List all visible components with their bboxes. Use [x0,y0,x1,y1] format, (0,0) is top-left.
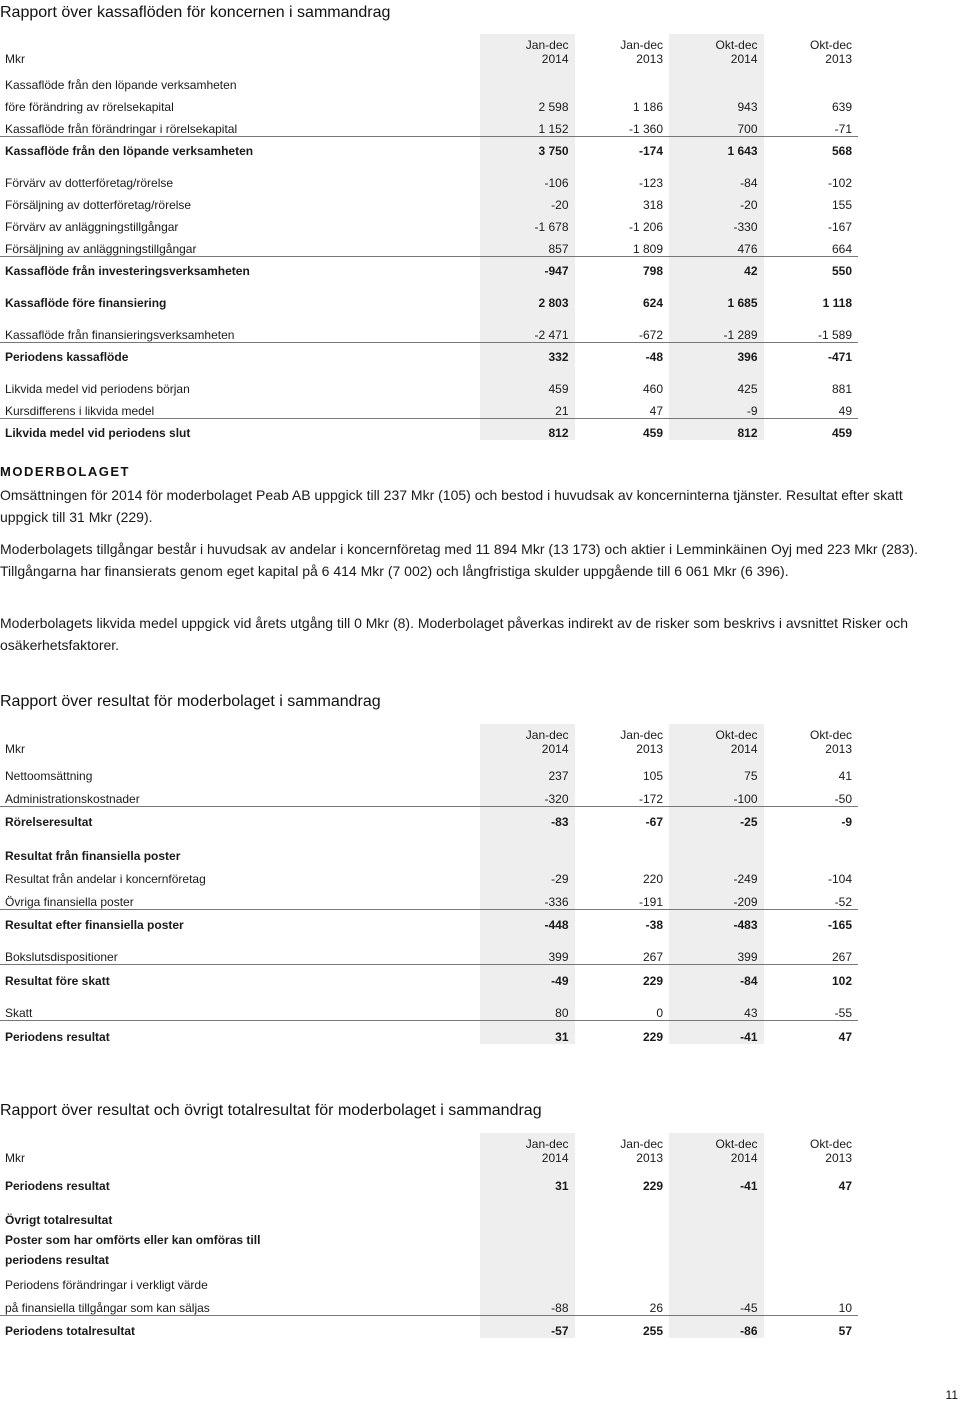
cell-value: 75 [669,760,764,783]
cell-value: 255 [575,1315,670,1338]
column-header: Jan-dec 2013 [620,38,663,66]
income-table [0,724,858,1044]
cell-value [669,70,764,92]
cell-value [669,1247,764,1267]
row-label: Nettoomsättning [5,769,93,783]
cashflow-table [0,34,858,440]
cell-value: -50 [834,791,852,806]
cell-value: 460 [642,382,663,396]
cell-value: -48 [575,342,670,364]
row-label: Resultat efter finansiella poster [0,909,480,932]
cell-value: -448 [480,909,575,932]
cell-value: -165 [764,909,859,932]
row-label: Försäljning av dotterföretag/rörelse [5,198,192,212]
cell-value: 220 [642,872,663,886]
cell-value: 664 [831,241,852,256]
cell-value: -1 589 [817,327,852,342]
column-header: Okt-dec 2013 [809,1137,852,1165]
table-row [0,760,858,783]
paragraph: Moderbolagets tillgångar består i huvudsak av andelar i koncernföretag med 11 894 Mkr (13 173) och aktier i Lemminkäinen Oyj med 223 Mkr (283). Tillgångarna har finansierats genom eget kapital på 6 414 Mkr (7 002) och långfristiga skulder uppgående till 6 061 Mkr (6 396). [0,541,918,579]
column-header: Okt-dec 2013 [809,38,852,66]
cell-value: 700 [669,114,764,136]
table-row [0,114,858,136]
table-row [0,418,858,440]
cell-value: 1 118 [822,296,852,310]
row-label: Likvida medel vid periodens början [5,382,190,396]
row-label: Resultat från andelar i koncernföretag [5,872,206,886]
cell-value: -1 360 [628,121,663,136]
cell-value: -172 [638,791,663,806]
table-row [0,783,858,806]
table-row [0,396,858,418]
cell-value: -41 [669,1169,764,1193]
cell-value: -38 [575,909,670,932]
cell-value [575,70,670,92]
cell-value [764,1193,859,1227]
row-label: Resultat före skatt [0,964,480,988]
cell-value [575,1267,670,1292]
cell-value: 399 [480,932,575,964]
cell-value: -41 [669,1020,764,1044]
cell-value [575,829,670,863]
column-header: Jan-dec 2014 [480,1133,575,1169]
row-label: Skatt [5,1005,33,1020]
cell-value: 105 [642,769,663,783]
table-row [0,806,858,829]
cell-value: 624 [642,296,663,310]
cell-value: -191 [638,894,663,909]
row-label: Kassaflöde från investeringsverksamheten [0,256,480,278]
cell-value: -84 [669,964,764,988]
cell-value: 1 152 [480,114,575,136]
table-row [0,1193,858,1227]
cell-value: -2 471 [480,310,575,342]
cell-value [764,1247,859,1267]
row-label: Försäljning av anläggningstillgångar [5,241,197,256]
cell-value [575,1193,670,1227]
cell-value: -52 [834,894,852,909]
row-label: Kassaflöde från den löpande verksamheten [0,136,480,158]
table-row [0,1169,858,1193]
cell-value [669,1227,764,1247]
cell-value: -84 [669,158,764,190]
cell-value [480,829,575,863]
column-header: Okt-dec 2013 [809,728,852,756]
table-row [0,212,858,234]
cell-value: 318 [642,198,663,212]
cell-value: -123 [638,176,663,190]
cell-value: 1 809 [632,241,663,256]
cell-value: -174 [575,136,670,158]
cell-value [764,70,859,92]
cell-value [480,1247,575,1267]
cell-value: 21 [480,396,575,418]
table-row [0,158,858,190]
table-row [0,932,858,964]
row-label: Kassaflöde från den löpande verksamheten [5,78,237,92]
cell-value: -471 [764,342,859,364]
cell-value: 1 186 [632,100,663,114]
column-header: Okt-dec 2014 [669,34,764,70]
cell-value: -100 [669,783,764,806]
cell-value: -45 [669,1292,764,1315]
row-label: Poster som har omförts eller kan omföras till [5,1233,261,1247]
cell-value: 237 [480,760,575,783]
cell-value [669,829,764,863]
cell-value: 0 [656,1005,663,1020]
unit-label: Mkr [5,52,25,66]
cell-value: -483 [669,909,764,932]
cell-value: -336 [480,886,575,909]
cell-value: -1 678 [480,212,575,234]
table-row [0,964,858,988]
column-header: Jan-dec 2013 [620,728,663,756]
cell-value: 31 [480,1169,575,1193]
table-row [0,1020,858,1044]
row-label: Förvärv av anläggningstillgångar [5,220,179,234]
row-label: Administrationskostnader [5,791,140,806]
row-label: Övrigt totalresultat [5,1213,113,1227]
table-row [0,1292,858,1315]
row-label: på finansiella tillgångar som kan säljas [5,1300,210,1315]
cell-value: 459 [575,418,670,440]
cell-value: -1 289 [669,310,764,342]
row-label: Förvärv av dotterföretag/rörelse [5,176,174,190]
unit-label: Mkr [5,742,25,756]
cell-value: 229 [575,1020,670,1044]
cell-value: -20 [480,190,575,212]
table-header-row [0,1133,858,1169]
cell-value: -25 [669,806,764,829]
row-label: Bokslutsdispositioner [5,949,118,964]
cell-value: -49 [480,964,575,988]
cell-value: 102 [764,964,859,988]
row-label: Periodens resultat [0,1020,480,1044]
cell-value: 550 [764,256,859,278]
row-label: Kursdifferens i likvida medel [5,403,155,418]
cell-value: 425 [669,364,764,396]
cell-value: 476 [669,234,764,256]
cell-value [575,1227,670,1247]
cell-value: -167 [827,220,852,234]
cell-value: 2 803 [480,278,575,310]
cell-value: -57 [480,1315,575,1338]
cell-value: 459 [480,364,575,396]
cell-value: -83 [480,806,575,829]
row-label: Periodens förändringar i verkligt värde [5,1278,208,1292]
column-header: Okt-dec 2014 [669,724,764,760]
cell-value [764,1267,859,1292]
cell-value: 49 [838,403,852,418]
cell-value: -55 [834,1005,852,1020]
cell-value: -29 [480,863,575,886]
cell-value: 332 [480,342,575,364]
table-row [0,909,858,932]
column-header: Jan-dec 2014 [480,34,575,70]
cell-value: -249 [669,863,764,886]
table-row [0,886,858,909]
table-row [0,829,858,863]
cell-value: 812 [669,418,764,440]
cell-value: 10 [838,1300,852,1315]
table-row [0,1315,858,1338]
comprehensive-table [0,1133,858,1338]
cell-value: 42 [669,256,764,278]
cell-value: 31 [480,1020,575,1044]
cell-value: 41 [838,769,852,783]
cell-value: -320 [480,783,575,806]
cell-value: 47 [764,1020,859,1044]
cell-value: -88 [480,1292,575,1315]
comprehensive-title: Rapport över resultat och övrigt totalresultat för moderbolaget i sammandrag [0,1102,542,1119]
cell-value: -106 [480,158,575,190]
cell-value [669,1267,764,1292]
table-row [0,863,858,886]
table-row [0,342,858,364]
table-row [0,70,858,92]
cell-value: -1 206 [628,220,663,234]
cell-value: 80 [480,988,575,1020]
table-header-row [0,34,858,70]
cell-value [480,1267,575,1292]
cell-value: 798 [575,256,670,278]
table-row [0,136,858,158]
cell-value: 229 [575,964,670,988]
table-row [0,1227,858,1247]
table-row [0,190,858,212]
cell-value: -672 [638,327,663,342]
table-header-row [0,724,858,760]
cell-value: 568 [764,136,859,158]
cell-value [575,1247,670,1267]
row-label: Rörelseresultat [0,806,480,829]
row-label: Kassaflöde från förändringar i rörelsekapital [5,121,238,136]
cell-value: 399 [669,932,764,964]
cell-value: -67 [575,806,670,829]
cell-value [480,1227,575,1247]
row-label: Periodens kassaflöde [0,342,480,364]
cell-value: 43 [669,988,764,1020]
row-label: periodens resultat [5,1253,110,1267]
cell-value: 1 685 [669,278,764,310]
cell-value: -947 [480,256,575,278]
table-row [0,364,858,396]
cell-value: 3 750 [480,136,575,158]
row-label: Likvida medel vid periodens slut [0,418,480,440]
cell-value: 812 [480,418,575,440]
cell-value [669,1193,764,1227]
cell-value: -104 [827,872,852,886]
cell-value: 459 [764,418,859,440]
cell-value: -102 [827,176,852,190]
table-row [0,1247,858,1267]
cell-value: -71 [834,121,852,136]
row-label: Periodens totalresultat [0,1315,480,1338]
cell-value: 47 [649,403,663,418]
income-title: Rapport över resultat för moderbolaget i sammandrag [0,693,381,710]
cell-value: -209 [669,886,764,909]
cell-value [764,1227,859,1247]
cell-value: 47 [838,1179,852,1193]
cell-value: 396 [669,342,764,364]
cell-value: -86 [669,1315,764,1338]
cell-value: 857 [480,234,575,256]
cell-value: 229 [642,1179,663,1193]
column-header: Jan-dec 2014 [480,724,575,760]
unit-label: Mkr [5,1151,25,1165]
cell-value: 155 [831,198,852,212]
cell-value [764,829,859,863]
table-row [0,256,858,278]
column-header: Okt-dec 2014 [669,1133,764,1169]
row-label: före förändring av rörelsekapital [5,100,174,114]
cell-value: 639 [831,100,852,114]
cell-value [480,1193,575,1227]
cell-value: -20 [669,190,764,212]
row-label: Kassaflöde före finansiering [5,296,167,310]
row-label: Kassaflöde från finansieringsverksamheten [5,327,235,342]
cell-value: 1 643 [669,136,764,158]
cell-value: 26 [649,1300,663,1315]
column-header: Jan-dec 2013 [620,1137,663,1165]
cell-value: 881 [831,382,852,396]
row-label: Periodens resultat [5,1179,110,1193]
cell-value: -330 [669,212,764,234]
cell-value: 943 [669,92,764,114]
cell-value: 57 [764,1315,859,1338]
paragraph: Omsättningen för 2014 för moderbolaget Peab AB uppgick till 237 Mkr (105) och bestod i huvudsak av koncerninterna tjänster. Resultat efter skatt uppgick till 31 Mkr (229). [0,487,903,525]
page-number: 11 [945,1388,958,1402]
cell-value: 267 [831,949,852,964]
cell-value [480,70,575,92]
row-label: Resultat från finansiella poster [5,849,181,863]
table-row [0,988,858,1020]
table-row [0,1267,858,1292]
cell-value: -9 [764,806,859,829]
cell-value: 2 598 [480,92,575,114]
paragraph: Moderbolagets likvida medel uppgick vid årets utgång till 0 Mkr (8). Moderbolaget påverkas indirekt av de risker som beskrivs i avsnittet Risker och osäkerhetsfaktorer. [0,615,909,653]
cell-value: -9 [669,396,764,418]
row-label: Övriga finansiella poster [5,894,134,909]
cell-value: 267 [642,949,663,964]
table-row [0,92,858,114]
table-row [0,278,858,310]
cashflow-title: Rapport över kassaflöden för koncernen i sammandrag [0,4,391,21]
table-row [0,310,858,342]
parent-company-heading: MODERBOLAGET [0,464,130,479]
table-row [0,234,858,256]
